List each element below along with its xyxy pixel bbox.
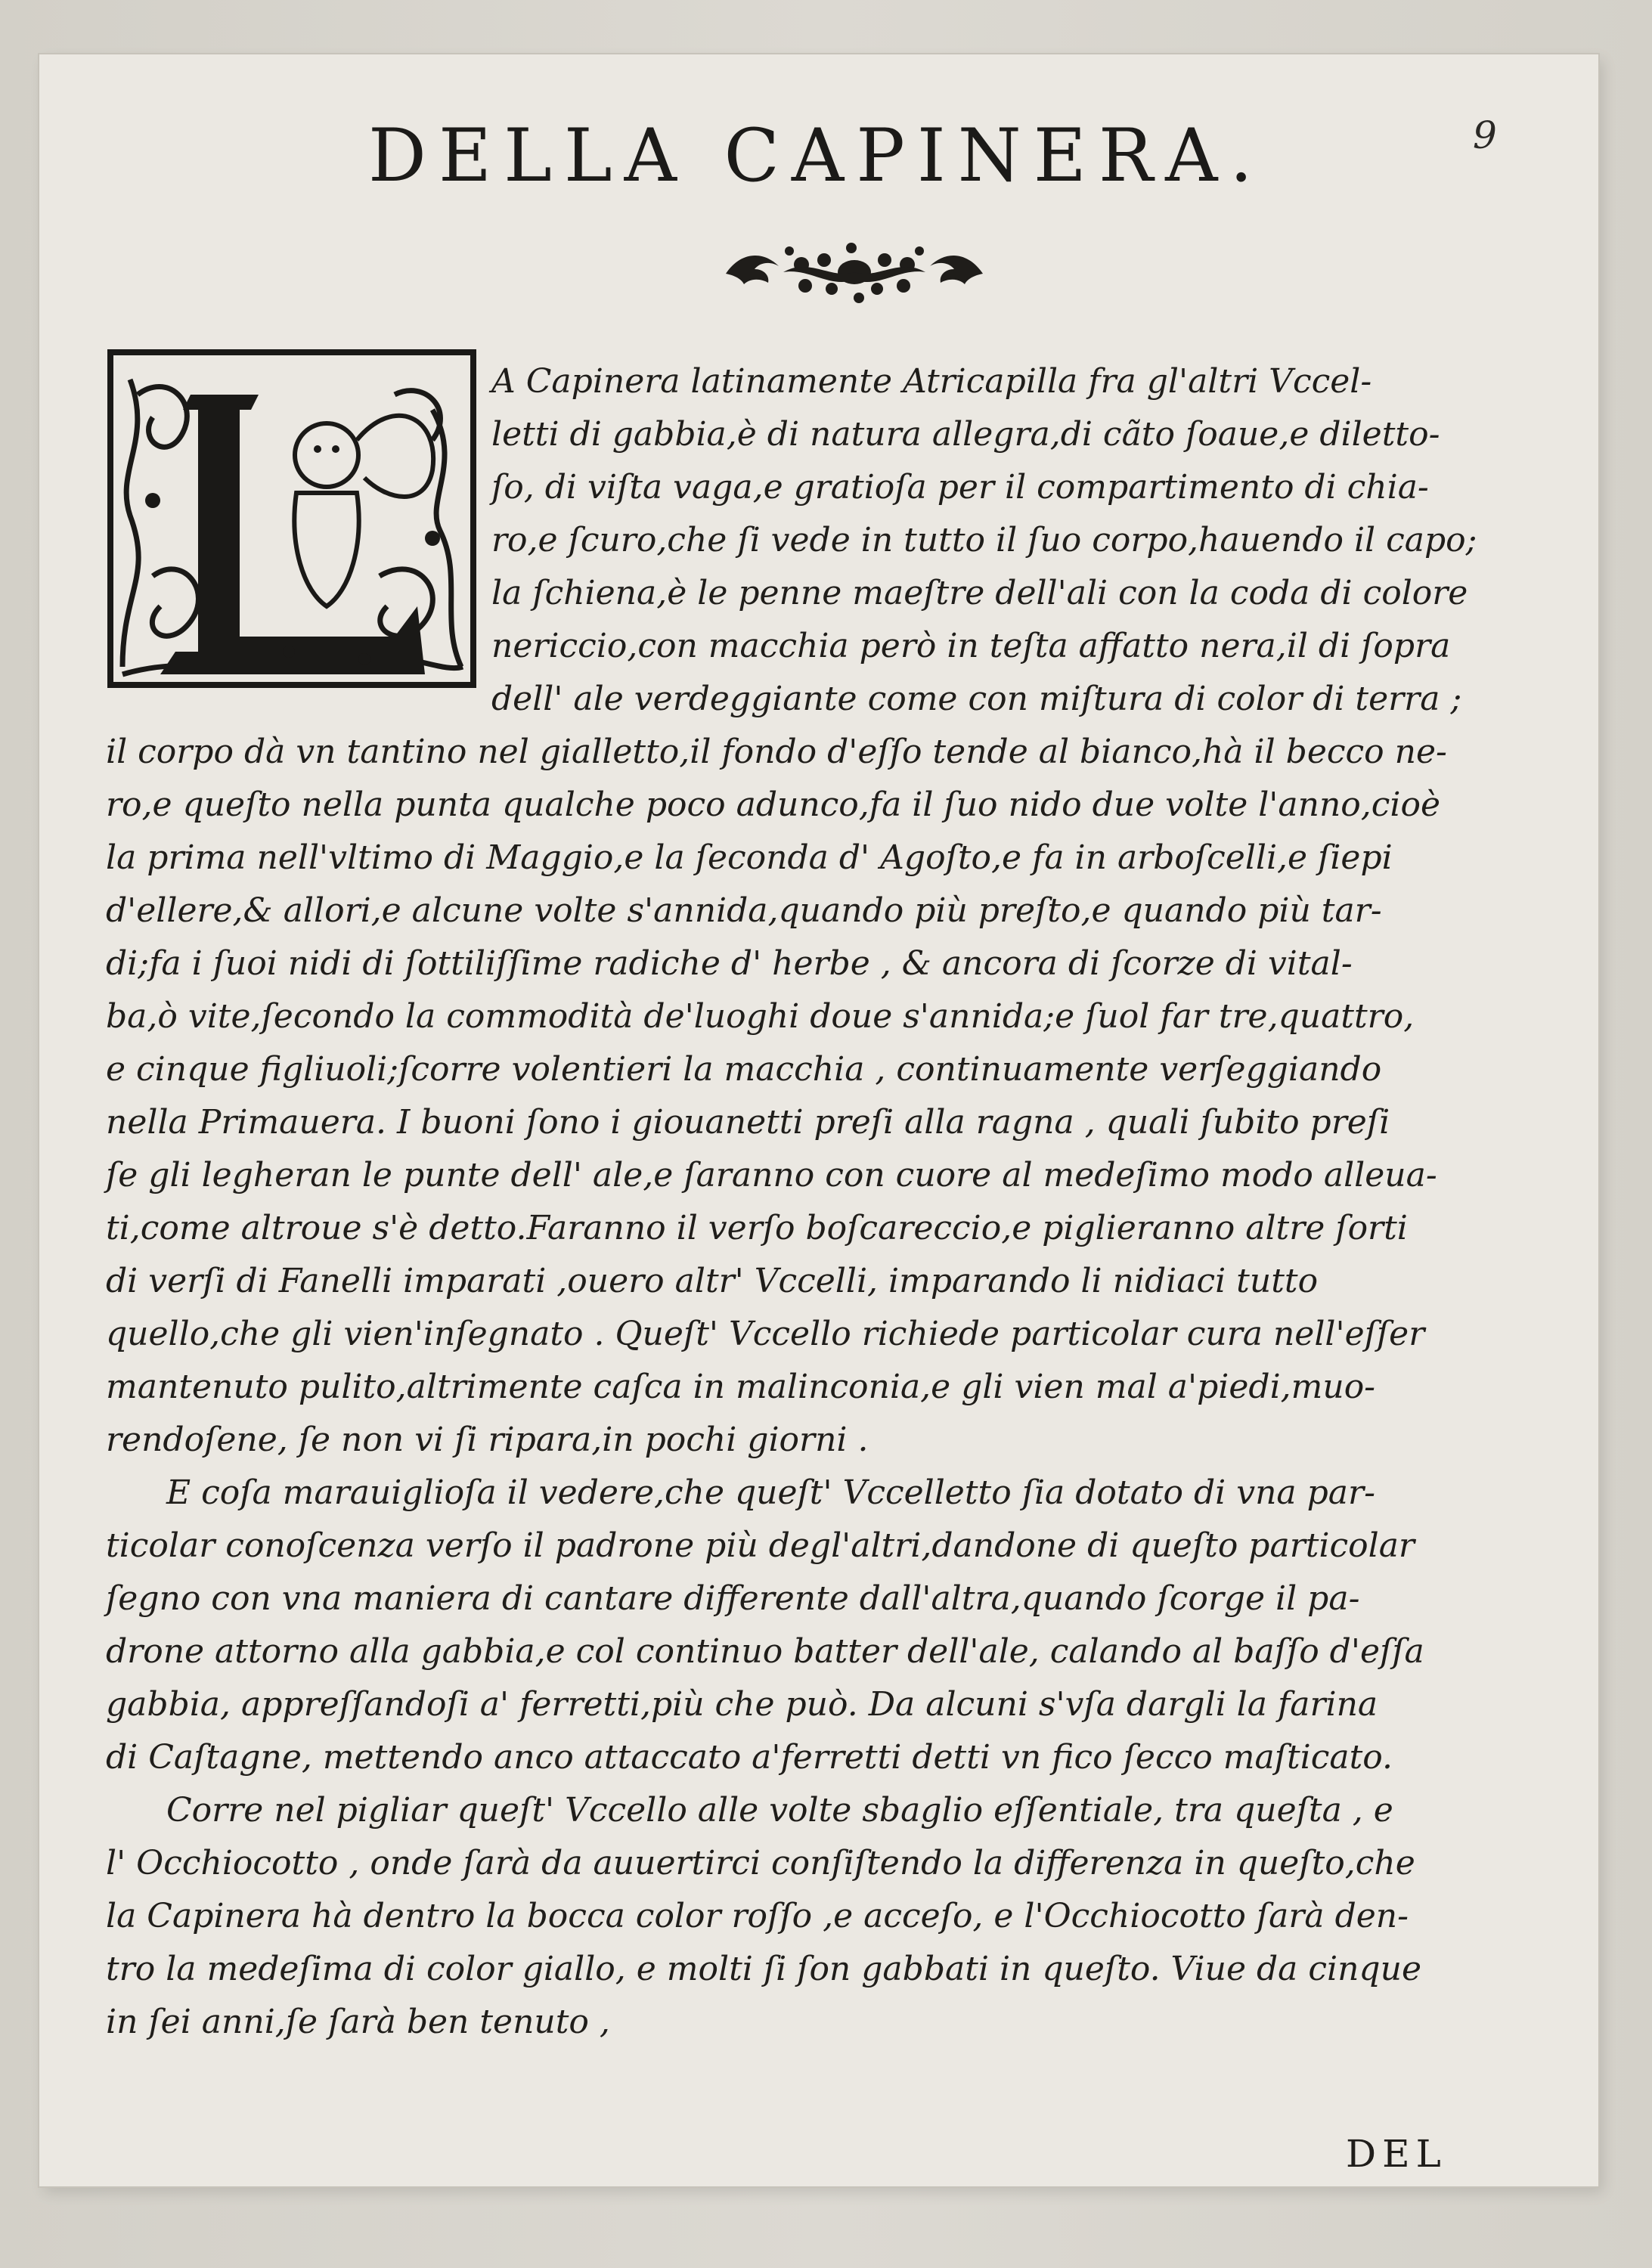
text-line: di verſi di Fanelli imparati ,ouero altr' Vccelli, imparando li nidiaci tutto: [106, 1262, 1319, 1300]
text-line: Corre nel pigliar queſt' Vccello alle volte sbaglio eſſentiale, tra queſta , e: [166, 1791, 1393, 1830]
text-line: E coſa marauiglioſa il vedere,che queſt' Vccelletto ſia dotato di vna par-: [166, 1473, 1375, 1512]
text-line: letti di gabbia,è di natura allegra,di cãto ſoaue,e diletto-: [491, 415, 1440, 454]
text-line: ba,ò vite,ſecondo la commodità de'luoghi doue s'annida;e ſuol far tre,quattro,: [106, 997, 1415, 1036]
text-line: la ſchiena,è le penne maeſtre dell'ali con la coda di colore: [491, 574, 1468, 612]
text-line: ro,e queſto nella punta qualche poco adunco,fa il ſuo nido due volte l'anno,cioè: [106, 785, 1441, 824]
page-title: DELLA CAPINERA.: [368, 113, 1265, 198]
text-line: d'ellere,& allori,e alcune volte s'annida,quando più preſto,e quando più tar-: [106, 891, 1382, 930]
text-line: e cinque figliuoli;ſcorre volentieri la macchia , continuamente verſeggiando: [106, 1050, 1382, 1089]
text-line: tro la medeſima di color giallo, e molti ſi ſon gabbati in queſto. Viue da cinque: [106, 1950, 1421, 1988]
text-line: di;fa i ſuoi nidi di ſottiliſſime radiche d' herbe , & ancora di ſcorze di vital-: [106, 944, 1353, 983]
folio-number: 9: [1473, 113, 1497, 157]
catchword: DEL: [1346, 2132, 1447, 2176]
text-line: mantenuto pulito,altrimente caſca in malinconia,e gli vien mal a'piedi,muo-: [106, 1368, 1376, 1406]
text-line: ro,e ſcuro,che ſi vede in tutto il ſuo corpo,hauendo il capo;: [491, 521, 1477, 559]
text-line: nericcio,con macchia però in teſta affatto nera,il di ſopra: [491, 627, 1451, 665]
text-line: rendoſene, ſe non vi ſi ripara,in pochi giorni .: [106, 1421, 869, 1459]
text-line: drone attorno alla gabbia,e col continuo batter dell'ale, calando al baſſo d'eſſa: [106, 1632, 1424, 1671]
text-line: dell' ale verdeggiante come con miſtura di color di terra ;: [491, 680, 1462, 718]
text-line: gabbia, appreſſandoſi a' ferretti,più che può. Da alcuni s'vſa dargli la farina: [106, 1685, 1378, 1724]
body-text: [106, 355, 1542, 2049]
text-line: la Capinera hà dentro la bocca color roſſo ,e acceſo, e l'Occhiocotto ſarà den-: [106, 1897, 1409, 1935]
text-line: A Capinera latinamente Atricapilla fra gl'altri Vccel-: [491, 362, 1372, 401]
floral-headpiece-icon: [711, 234, 998, 310]
text-line: in ſei anni,ſe ſarà ben tenuto ,: [106, 2003, 610, 2041]
text-line: ticolar conoſcenza verſo il padrone più degl'altri,dandone di queſto particolar: [106, 1526, 1415, 1565]
text-line: ſo, di viſta vaga,e gratioſa per il compartimento di chia-: [491, 468, 1429, 507]
text-line: il corpo dà vn tantino nel gialletto,il fondo d'eſſo tende al bianco,hà il becco ne-: [106, 733, 1447, 771]
text-line: di Caſtagne, mettendo anco attaccato a'ferretti detti vn fico ſecco maſticato.: [106, 1738, 1393, 1777]
text-line: ſegno con vna maniera di cantare differente dall'altra,quando ſcorge il pa-: [106, 1579, 1360, 1618]
text-line: ti,come altroue s'è detto.Faranno il verſo boſcareccio,e piglieranno altre ſorti: [106, 1209, 1408, 1247]
text-line: ſe gli legheran le punte dell' ale,e ſaranno con cuore al medeſimo modo alleua-: [106, 1156, 1437, 1194]
text-line: nella Primauera. I buoni ſono i giouanetti preſi alla ragna , quali ſubito preſi: [106, 1103, 1390, 1142]
text-line: la prima nell'vltimo di Maggio,e la ſeconda d' Agoſto,e fa in arboſcelli,e ſiepi: [106, 838, 1393, 877]
text-line: quello,che gli vien'inſegnato . Queſt' Vccello richiede particolar cura nell'eſſer: [106, 1315, 1425, 1353]
text-line: l' Occhiocotto , onde ſarà da auuertirci conſiſtendo la differenza in queſto,che: [106, 1844, 1415, 1882]
